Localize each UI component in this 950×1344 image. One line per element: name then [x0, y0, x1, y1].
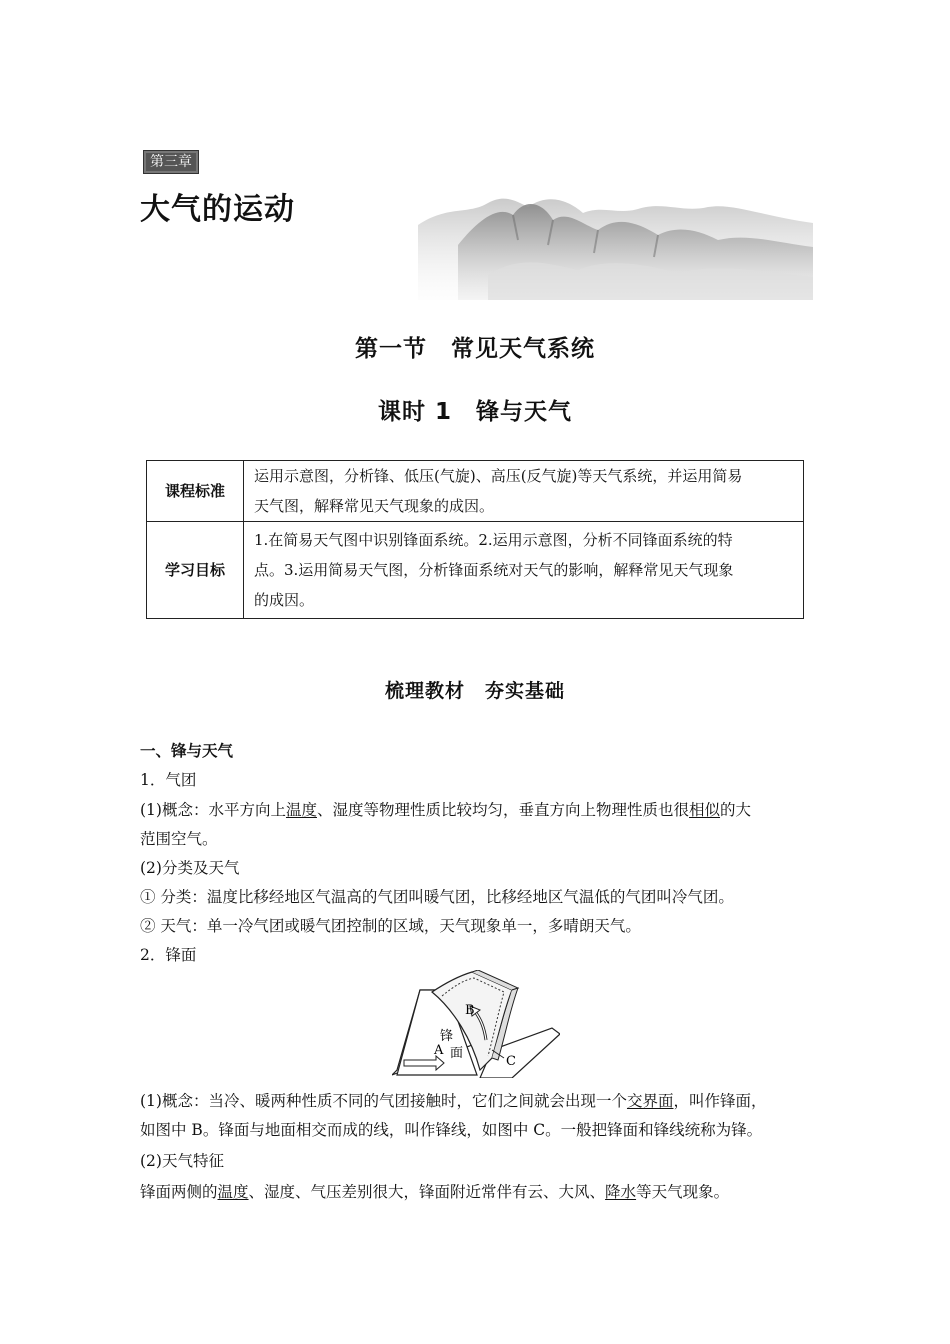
label-a: A [434, 1043, 444, 1058]
curriculum-standards-table [146, 460, 804, 619]
table-row-content [244, 461, 804, 522]
front-diagram [392, 970, 560, 1078]
front-concept-line1: (1)概念：当冷、暖两种性质不同的气团接触时，它们之间就会出现一个交界面，叫作锋面， [140, 1092, 767, 1110]
weather-item: ② 天气：单一冷气团或暖气团控制的区域，天气现象单一，多晴朗天气。 [140, 917, 641, 935]
weather-feature-line: 锋面两侧的温度、湿度、气压差别很大，锋面附近常伴有云、大风、降水等天气现象。 [140, 1183, 730, 1201]
label-front-2: 面 [450, 1046, 464, 1061]
label-c: C [506, 1054, 516, 1069]
label-b: B [465, 1003, 475, 1018]
classification-title: (2)分类及天气 [140, 859, 240, 877]
heading-fronts-and-weather: 一、锋与天气 [140, 742, 234, 760]
table-row-label: 课程标准 [147, 461, 244, 522]
table-line: 点。3.运用简易天气图，分析锋面系统对天气的影响，解释常见天气现象 [254, 561, 734, 579]
item-front-title: 2．锋面 [140, 946, 197, 964]
air-mass-concept-line1: (1)概念：水平方向上温度、湿度等物理性质比较均匀，垂直方向上物理性质也很相似的大 [140, 801, 752, 819]
table-row [147, 461, 804, 522]
table-row [147, 522, 804, 619]
table-line: 天气图，解释常见天气现象的成因。 [254, 497, 495, 515]
front-concept-line2: 如图中 B。锋面与地面相交而成的线，叫作锋线，如图中 C。一般把锋面和锋线统称为锋。 [140, 1121, 763, 1139]
section-title: 第一节 常见天气系统 [355, 336, 595, 362]
chapter-tag: 第三章 [143, 150, 199, 174]
table-line: 的成因。 [254, 591, 315, 609]
table-row-content [244, 522, 804, 619]
classification-item: ① 分类：温度比移经地区气温高的气团叫暖气团，比移经地区气温低的气团叫冷气团。 [140, 888, 734, 906]
item-air-mass-title: 1．气团 [140, 771, 197, 789]
table-line: 运用示意图，分析锋、低压(气旋)、高压(反气旋)等天气系统，并运用简易 [254, 467, 743, 485]
blank-answer: 温度 [285, 801, 317, 819]
air-mass-concept-line2: 范围空气。 [140, 830, 218, 848]
table-line: 1.在简易天气图中识别锋面系统。2.运用示意图，分析不同锋面系统的特 [254, 531, 733, 549]
table-row-label: 学习目标 [147, 522, 244, 619]
chapter-title: 大气的运动 [140, 192, 295, 227]
blank-answer: 降水 [605, 1183, 637, 1201]
lesson-title: 课时 1 锋与天气 [377, 399, 572, 425]
label-front-1: 锋 [440, 1029, 454, 1044]
blank-answer: 相似 [689, 801, 721, 819]
blank-answer: 交界面 [626, 1092, 674, 1110]
weather-feature-title: (2)天气特征 [140, 1152, 224, 1170]
mountain-ink-illustration [418, 185, 813, 300]
sub-heading: 梳理教材 夯实基础 [384, 680, 565, 702]
blank-answer: 温度 [217, 1183, 249, 1201]
